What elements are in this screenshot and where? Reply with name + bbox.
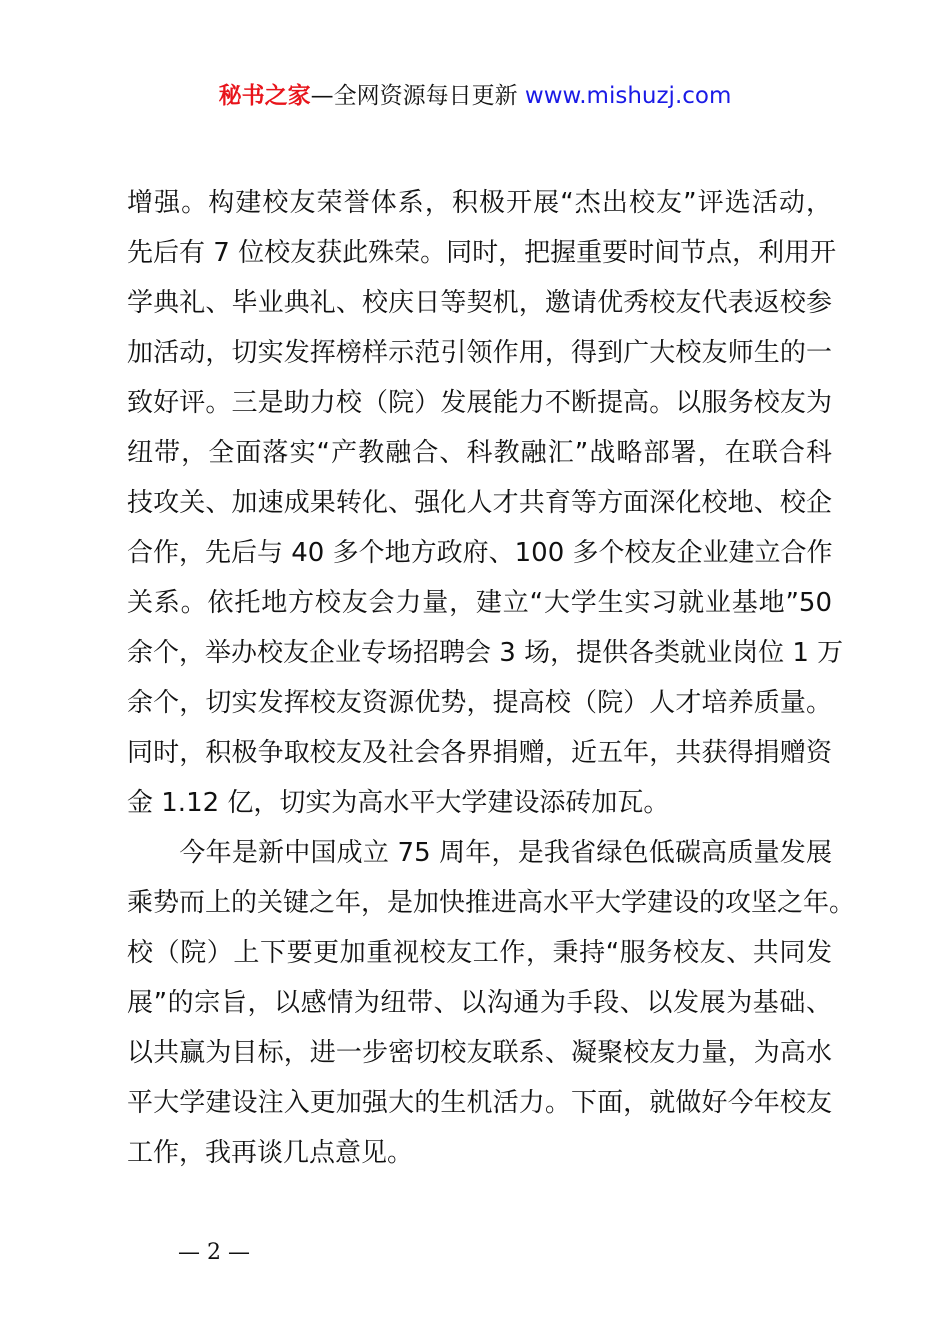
body-line: 金 1.12 亿，切实为高水平大学建设添砖加瓦。 xyxy=(127,788,670,818)
document-body xyxy=(127,178,856,1178)
body-line: 余个，切实发挥校友资源优势，提高校（院）人才培养质量。 xyxy=(127,688,832,718)
body-line: 增强。构建校友荣誉体系，积极开展“杰出校友”评选活动， xyxy=(127,188,832,218)
page-number: — 2 — xyxy=(178,1240,250,1265)
body-line: 技攻关、加速成果转化、强化人才共育等方面深化校地、校企 xyxy=(127,488,832,518)
body-line: 关系。依托地方校友会力量，建立“大学生实习就业基地”50 xyxy=(127,588,832,618)
body-line: 先后有 7 位校友获此殊荣。同时，把握重要时间节点，利用开 xyxy=(127,238,837,268)
body-line: 学典礼、毕业典礼、校庆日等契机，邀请优秀校友代表返校参 xyxy=(127,288,832,318)
body-line: 纽带，全面落实“产教融合、科教融汇”战略部署，在联合科 xyxy=(127,438,832,468)
body-line: 合作，先后与 40 多个地方政府、100 多个校友企业建立合作 xyxy=(127,538,833,568)
body-line: 致好评。三是助力校（院）发展能力不断提高。以服务校友为 xyxy=(127,388,832,418)
body-line: 乘势而上的关键之年，是加快推进高水平大学建设的攻坚之年。 xyxy=(127,888,856,918)
body-line: 今年是新中国成立 75 周年，是我省绿色低碳高质量发展 xyxy=(127,838,832,868)
body-line: 以共赢为目标，进一步密切校友联系、凝聚校友力量，为高水 xyxy=(127,1038,832,1068)
header-brand: 秘书之家 xyxy=(218,83,311,109)
body-line: 加活动，切实发挥榜样示范引领作用，得到广大校友师生的一 xyxy=(127,338,832,368)
page-header xyxy=(0,80,950,112)
header-url-link[interactable]: www.mishuzj.com xyxy=(524,83,732,109)
header-tagline: —全网资源每日更新 xyxy=(310,83,525,109)
body-line: 工作，我再谈几点意见。 xyxy=(127,1138,414,1168)
body-line: 余个，举办校友企业专场招聘会 3 场，提供各类就业岗位 1 万 xyxy=(127,638,844,668)
body-line: 校（院）上下要更加重视校友工作，秉持“服务校友、共同发 xyxy=(127,938,832,968)
body-line: 平大学建设注入更加强大的生机活力。下面，就做好今年校友 xyxy=(127,1088,832,1118)
body-line: 同时，积极争取校友及社会各界捐赠，近五年，共获得捐赠资 xyxy=(127,738,832,768)
body-line: 展”的宗旨，以感情为纽带、以沟通为手段、以发展为基础、 xyxy=(127,988,832,1018)
